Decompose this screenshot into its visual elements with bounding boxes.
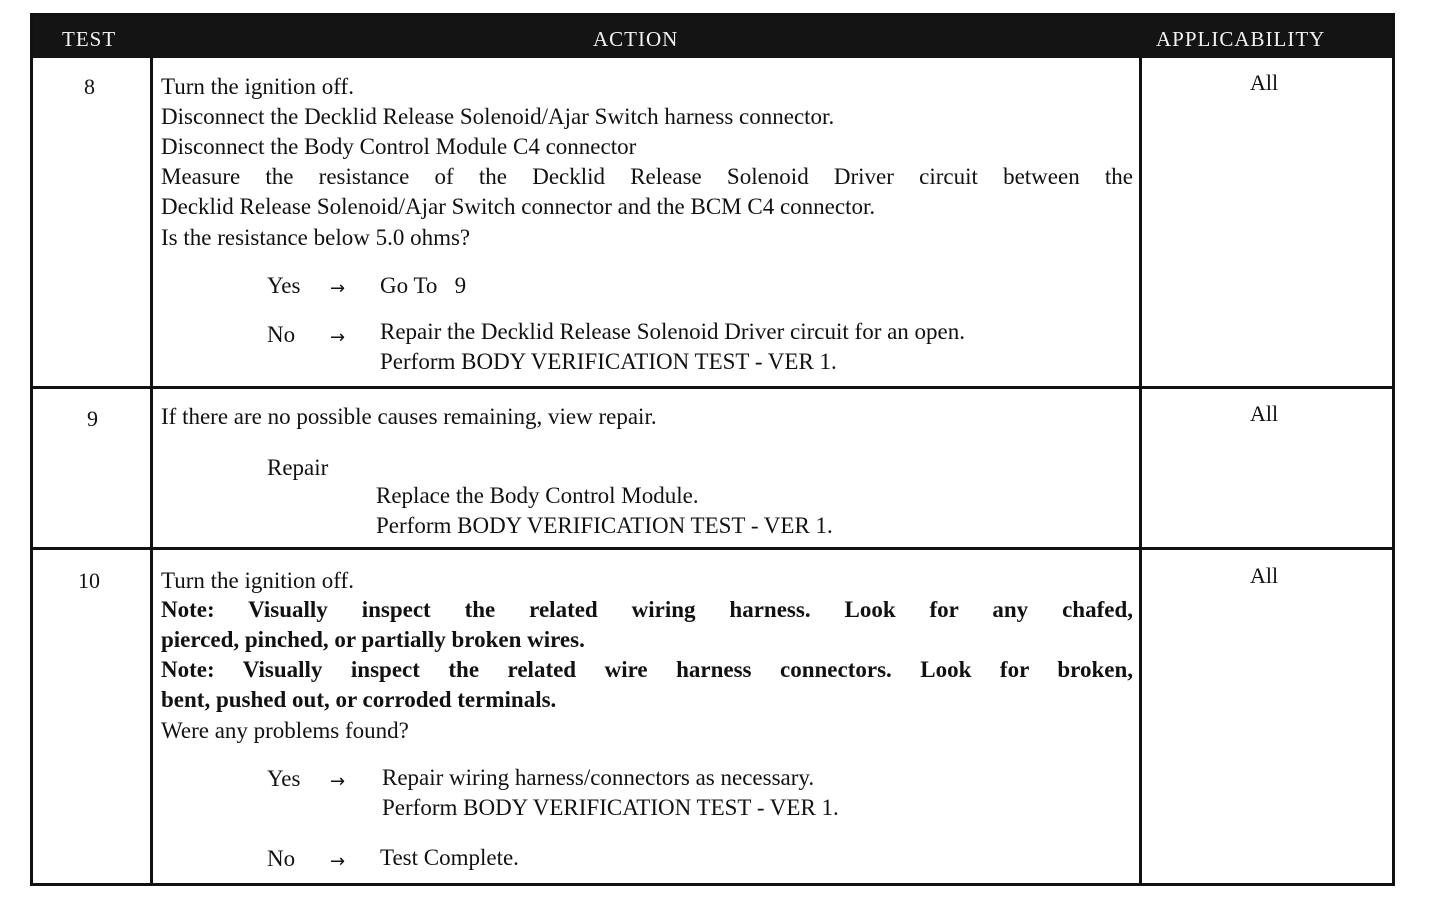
table-header <box>33 16 1392 58</box>
action-line: Is the resistance below 5.0 ohms? <box>161 225 471 250</box>
applicability-value: All <box>1250 70 1279 95</box>
yes-result-line2: Perform BODY VERIFICATION TEST - VER 1. <box>382 795 839 820</box>
yes-result: Repair wiring harness/connectors as necessary. <box>382 765 815 790</box>
yes-result: Go To 9 <box>380 273 467 298</box>
note-line: Note: Visually inspect the related wiring harness. Look for any chafed, <box>161 597 1133 622</box>
action-line: Were any problems found? <box>161 718 409 743</box>
repair-label: Repair <box>267 455 329 480</box>
action-line: Turn the ignition off. <box>161 74 354 99</box>
test-number: 10 <box>78 568 100 593</box>
row-divider <box>33 386 1392 389</box>
arrow-icon: → <box>330 278 346 299</box>
test-number: 8 <box>84 74 95 99</box>
repair-line: Replace the Body Control Module. <box>376 483 699 508</box>
repair-line: Perform BODY VERIFICATION TEST - VER 1. <box>376 513 833 538</box>
header-test: TEST <box>62 27 117 51</box>
applicability-value: All <box>1250 401 1279 426</box>
column-divider <box>150 58 153 886</box>
action-line: Turn the ignition off. <box>161 568 354 593</box>
no-result: Test Complete. <box>380 845 519 870</box>
action-line: Measure the resistance of the Decklid Release Solenoid Driver circuit between the <box>161 164 1133 189</box>
yes-label: Yes <box>267 766 301 791</box>
applicability-value: All <box>1250 563 1279 588</box>
note-line: Note: Visually inspect the related wire harness connectors. Look for broken, <box>161 657 1133 682</box>
row-divider <box>33 547 1392 550</box>
action-line: Disconnect the Decklid Release Solenoid/Ajar Switch harness connector. <box>161 104 835 129</box>
no-label: No <box>267 846 296 871</box>
note-line: pierced, pinched, or partially broken wires. <box>161 627 585 652</box>
no-label: No <box>267 322 296 347</box>
no-result-line2: Perform BODY VERIFICATION TEST - VER 1. <box>380 349 837 374</box>
arrow-icon: → <box>330 327 346 348</box>
action-line: If there are no possible causes remaining, view repair. <box>161 404 657 429</box>
arrow-icon: → <box>330 771 346 792</box>
yes-label: Yes <box>267 273 301 298</box>
no-result: Repair the Decklid Release Solenoid Driver circuit for an open. <box>380 319 966 344</box>
arrow-icon: → <box>330 851 346 872</box>
diagnostic-table <box>30 13 1395 886</box>
test-number: 9 <box>87 406 98 431</box>
column-divider <box>1139 58 1142 886</box>
action-line: Decklid Release Solenoid/Ajar Switch connector and the BCM C4 connector. <box>161 194 876 219</box>
header-action: ACTION <box>593 27 679 51</box>
note-line: bent, pushed out, or corroded terminals. <box>161 687 557 712</box>
action-line: Disconnect the Body Control Module C4 connector <box>161 134 637 159</box>
header-applicability: APPLICABILITY <box>1156 27 1326 51</box>
